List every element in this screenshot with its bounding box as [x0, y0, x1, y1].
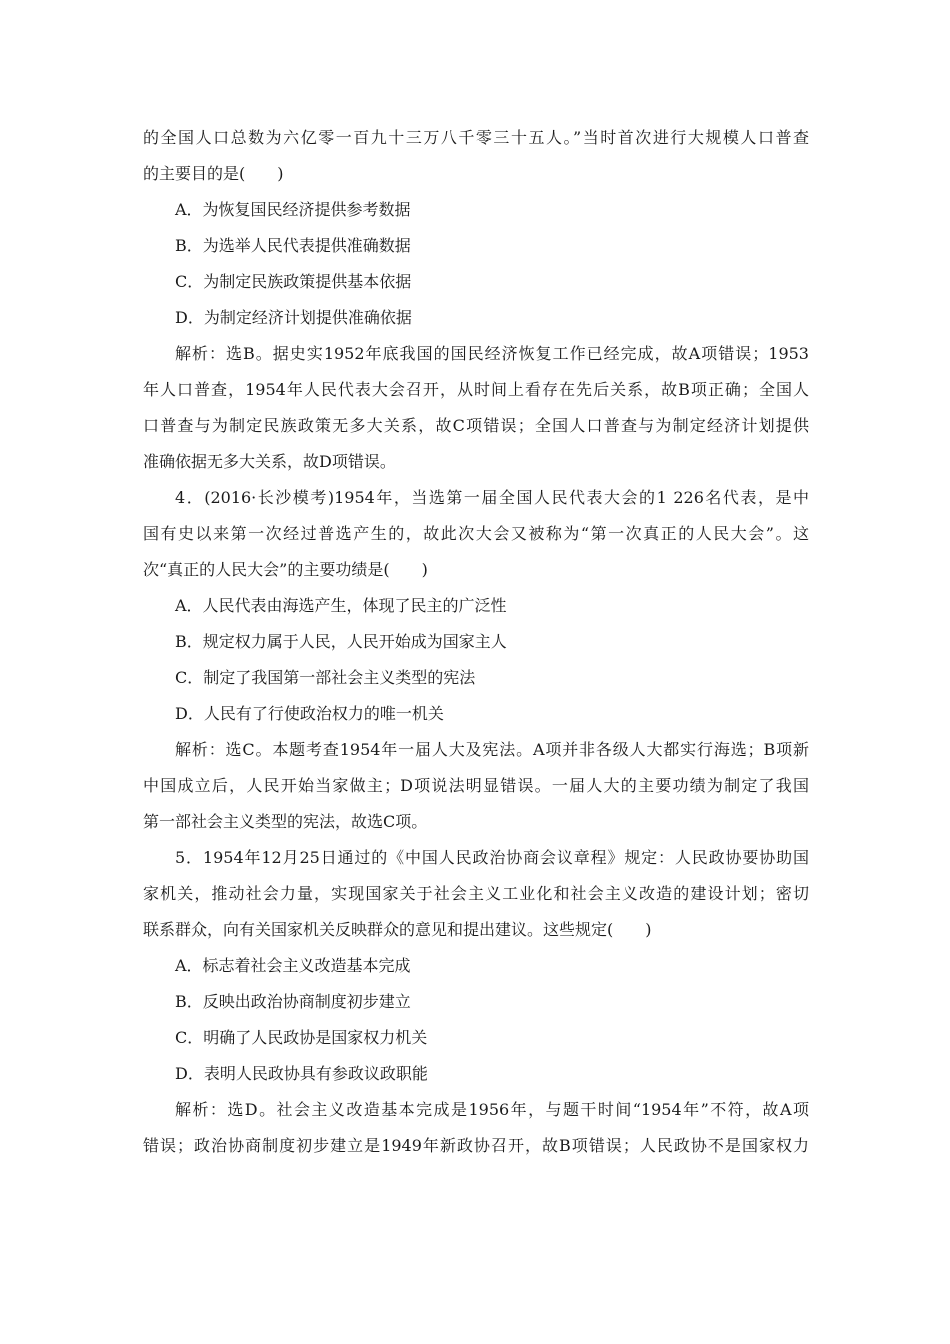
text-line: 第一部社会主义类型的宪法，故选C项。	[143, 812, 428, 831]
text-line: 联系群众，向有关国家机关反映群众的意见和提出建议。这些规定( )	[143, 920, 652, 939]
text-line: A．标志着社会主义改造基本完成	[175, 956, 411, 975]
text-line: 错误；政治协商制度初步建立是1949年新政协召开，故B项错误；人民政协不是国家权力	[143, 1136, 809, 1155]
text-line: C．制定了我国第一部社会主义类型的宪法	[175, 668, 476, 687]
text-line: 国有史以来第一次经过普选产生的，故此次大会又被称为“第一次真正的人民大会”。这	[143, 524, 809, 543]
text-line: B．为选举人民代表提供准确数据	[175, 236, 411, 255]
text-line: A．为恢复国民经济提供参考数据	[175, 200, 411, 219]
text-line: 解析：选B。据史实1952年底我国的国民经济恢复工作已经完成，故A项错误；1953	[175, 344, 809, 363]
text-line: 的全国人口总数为六亿零一百九十三万八千零三十五人。”当时首次进行大规模人口普查	[143, 128, 809, 147]
text-line: 4．(2016·长沙模考)1954年，当选第一届全国人民代表大会的1 226名代表，是中	[175, 488, 809, 507]
text-line: 年人口普查，1954年人民代表大会召开，从时间上看存在先后关系，故B项正确；全国人	[143, 380, 809, 399]
text-line: B．规定权力属于人民，人民开始成为国家主人	[175, 632, 507, 651]
text-line: 次“真正的人民大会”的主要功绩是( )	[143, 560, 428, 579]
text-line: D．表明人民政协具有参政议政职能	[175, 1064, 428, 1083]
text-line: 家机关，推动社会力量，实现国家关于社会主义工业化和社会主义改造的建设计划；密切	[143, 884, 809, 903]
text-line: 的主要目的是( )	[143, 164, 284, 183]
text-line: 解析：选D。社会主义改造基本完成是1956年，与题干时间“1954年”不符，故A项	[175, 1100, 809, 1119]
text-line: 5．1954年12月25日通过的《中国人民政治协商会议章程》规定：人民政协要协助国	[175, 848, 809, 867]
text-line: C．为制定民族政策提供基本依据	[175, 272, 412, 291]
text-line: 解析：选C。本题考查1954年一届人大及宪法。A项并非各级人大都实行海选；B项新	[175, 740, 809, 759]
document-body	[143, 120, 809, 1164]
text-line: C．明确了人民政协是国家权力机关	[175, 1028, 428, 1047]
text-line: 中国成立后，人民开始当家做主；D项说法明显错误。一届人大的主要功绩为制定了我国	[143, 776, 809, 795]
text-line: 口普查与为制定民族政策无多大关系，故C项错误；全国人口普查与为制定经济计划提供	[143, 416, 809, 435]
text-line: 准确依据无多大关系，故D项错误。	[143, 452, 396, 471]
text-line: D．人民有了行使政治权力的唯一机关	[175, 704, 444, 723]
text-line: D．为制定经济计划提供准确依据	[175, 308, 412, 327]
text-line: A．人民代表由海选产生，体现了民主的广泛性	[175, 596, 507, 615]
text-line: B．反映出政治协商制度初步建立	[175, 992, 411, 1011]
